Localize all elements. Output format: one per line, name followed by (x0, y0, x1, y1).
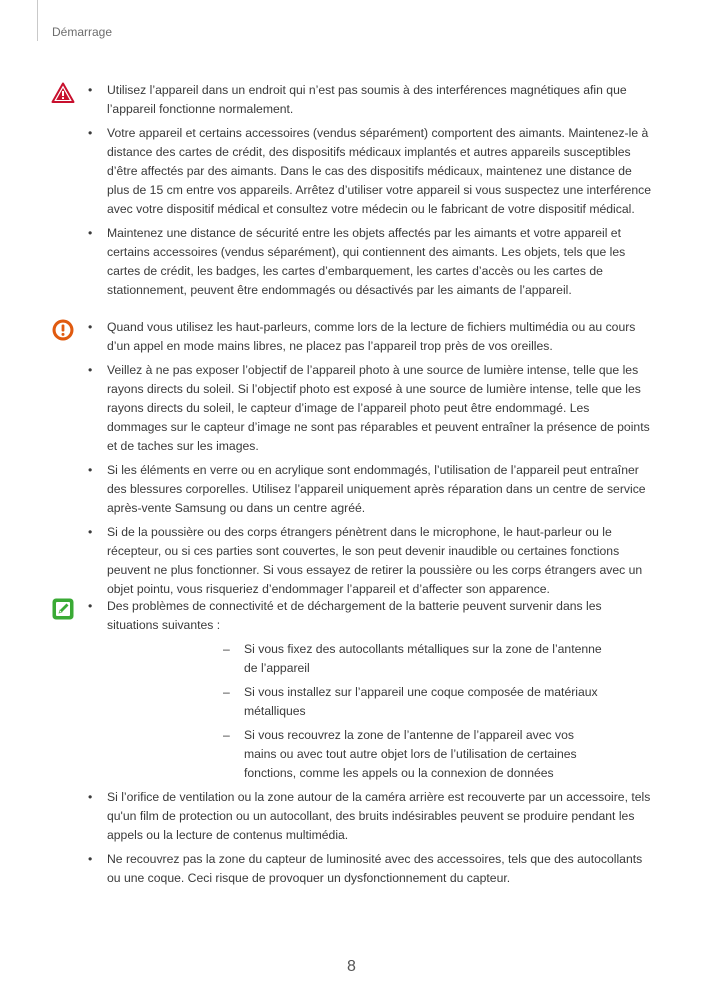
bullet-text: Si l’orifice de ventilation ou la zone autour de la caméra arrière est recouverte par un accessoire, tels qu'un film de protection ou un autocollant, des bruits indésirables peuvent se produire pendant les appels ou la lecture de contenus multimédia. (107, 790, 651, 842)
bullet-text: Maintenez une distance de sécurité entre les objets affectés par les aimants et votre appareil et certains accessoires (vendus séparément), qui contiennent des aimants. Les objets, tels que les cartes de crédit, les badges, les cartes d’embarquement, les cartes d’accès ou les cartes de stationnement, peuvent être endommagés ou désactivés par les aimants de l’appareil. (107, 226, 626, 297)
bullet-dot: • (88, 525, 93, 539)
bullet-dot: • (88, 320, 93, 334)
sub-item-text: Si vous recouvrez la zone de l’antenne de l’appareil avec vos mains ou avec tout autre objet lors de l’utilisation de certaines fonctions, comme les appels ou la connexion de données (244, 728, 577, 780)
bullet-item (0, 850, 703, 888)
sub-item (107, 640, 653, 678)
bullet-item (0, 224, 703, 300)
warning-list (0, 81, 703, 300)
page-number: 8 (347, 958, 356, 975)
note-list (0, 597, 703, 888)
bullet-text: Des problèmes de connectivité et de déchargement de la batterie peuvent survenir dans les situations suivantes : (107, 599, 602, 632)
bullet-dot: • (88, 126, 93, 140)
sub-dash: – (223, 642, 230, 656)
bullet-dot: • (88, 852, 93, 866)
bullet-text: Quand vous utilisez les haut-parleurs, comme lors de la lecture de fichiers multimédia ou au cours d’un appel en mode mains libres, ne placez pas l’appareil trop près de vos oreilles. (107, 320, 636, 353)
bullet-dot: • (88, 363, 93, 377)
sub-dash: – (223, 685, 230, 699)
bullet-item (0, 361, 703, 456)
bullet-text: Si les éléments en verre ou en acrylique sont endommagés, l’utilisation de l’appareil peut entraîner des blessures corporelles. Utilisez l’appareil uniquement après réparation dans un centre de service après-vente Samsung ou dans un centre agréé. (107, 463, 646, 515)
bullet-dot: • (88, 463, 93, 477)
sub-list (107, 640, 653, 783)
bullet-text: Ne recouvrez pas la zone du capteur de luminosité avec des accessoires, tels que des autocollants ou une coque. Ceci risque de provoquer un dysfonctionnement du capteur. (107, 852, 643, 885)
section-header: Démarrage (52, 25, 113, 39)
bullet-item (0, 788, 703, 845)
note-block (0, 597, 703, 888)
bullet-item (0, 81, 703, 119)
bullet-item (0, 318, 703, 356)
bullet-text: Utilisez l’appareil dans un endroit qui n’est pas soumis à des interférences magnétiques afin que l’appareil fonctionne normalement. (107, 83, 627, 116)
bullet-dot: • (88, 226, 93, 240)
bullet-text: Si de la poussière ou des corps étrangers pénètrent dans le microphone, le haut-parleur ou le récepteur, ou si ces parties sont couvertes, le son peut devenir inaudible ou certaines fonctions peuvent ne plus fonctionner. Si vous essayez de retirer la poussière ou les corps étrangers avec un objet pointu, vous risqueriez d’endommager l’appareil et d’affecter son apparence. (107, 525, 643, 596)
bullet-text: Votre appareil et certains accessoires (vendus séparément) comportent des aimants. Maintenez-le à distance des cartes de crédit, des dispositifs médicaux implantés et autres appareils susceptibles d’être affectés par des aimants. Dans le cas des dispositifs médicaux, maintenez une distance de plus de 15 cm entre vos appareils. Arrêtez d’utiliser votre appareil si vous suspectez une interférence avec votre dispositif médical et consultez votre médecin ou le fabricant de votre dispositif médical. (107, 126, 651, 216)
caution-block (0, 318, 703, 599)
bullet-dot: • (88, 599, 93, 613)
bullet-text: Veillez à ne pas exposer l’objectif de l’appareil photo à une source de lumière intense, telle que les rayons directs du soleil. Si l’objectif photo est exposé à une source de lumière intense, telle que les rayons directs du soleil, le capteur d’image de l’appareil photo peut être endommagé. Les dommages sur le capteur d’image ne sont pas réparables et peuvent entraîner la présence de points et de taches sur les images. (107, 363, 650, 453)
bullet-item (0, 523, 703, 599)
caution-list (0, 318, 703, 599)
bullet-item (0, 461, 703, 518)
sub-dash: – (223, 728, 230, 742)
sub-item-text: Si vous installez sur l’appareil une coque composée de matériaux métalliques (244, 685, 598, 718)
bullet-dot: • (88, 790, 93, 804)
margin-rule (37, 0, 38, 41)
bullet-item (0, 597, 703, 783)
sub-item-text: Si vous fixez des autocollants métalliques sur la zone de l’antenne de l’appareil (244, 642, 602, 675)
sub-item (107, 726, 653, 783)
sub-item (107, 683, 653, 721)
warning-block (0, 81, 703, 300)
bullet-dot: • (88, 83, 93, 97)
bullet-item (0, 124, 703, 219)
